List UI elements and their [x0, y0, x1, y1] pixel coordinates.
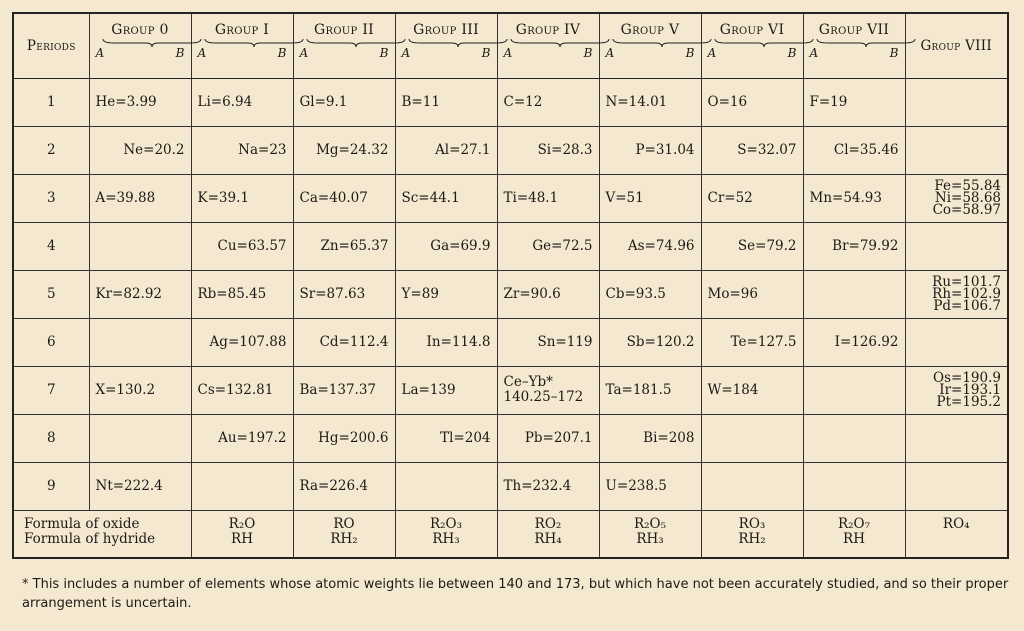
subgroup-a: A — [605, 46, 615, 60]
element-cell — [803, 366, 905, 414]
element-cell: X=130.2 — [89, 366, 191, 414]
element-cell: P=31.04 — [599, 126, 701, 174]
element-cell: Nt=222.4 — [89, 462, 191, 510]
group-header — [395, 13, 497, 78]
period-row — [13, 270, 1008, 318]
element-cell: Tl=204 — [395, 414, 497, 462]
element-cell: Bi=208 — [599, 414, 701, 462]
element-cell: Cr=52 — [701, 174, 803, 222]
formula-cell — [599, 510, 701, 558]
element-cell: Ta=181.5 — [599, 366, 701, 414]
period-row — [13, 318, 1008, 366]
period-number: 6 — [13, 318, 89, 366]
element-cell — [803, 462, 905, 510]
period-number: 4 — [13, 222, 89, 270]
subgroup-a: A — [197, 46, 207, 60]
hydride-formula: RH₃ — [636, 530, 664, 547]
hydride-formula: RH₂ — [738, 530, 766, 547]
subgroup-a: A — [707, 46, 717, 60]
subgroup-b: B — [889, 46, 899, 60]
group-header — [293, 13, 395, 78]
period-row — [13, 462, 1008, 510]
rare-earth-range: 140.25–172 — [503, 389, 584, 405]
formula-cell — [905, 510, 1008, 558]
group-viii-cell — [905, 318, 1008, 366]
formula-cell — [497, 510, 599, 558]
group-header — [599, 13, 701, 78]
element-cell: Cl=35.46 — [803, 126, 905, 174]
element-cell — [89, 414, 191, 462]
triad-element: Rh=102.9 — [932, 286, 1001, 302]
oxide-label: Formula of oxide — [24, 515, 140, 532]
element-cell: Ge=72.5 — [497, 222, 599, 270]
subgroup-b: B — [583, 46, 593, 60]
formula-labels — [13, 510, 191, 558]
element-cell: Sn=119 — [497, 318, 599, 366]
subgroup-b: B — [379, 46, 389, 60]
element-cell: Sb=120.2 — [599, 318, 701, 366]
rare-earth-label: Ce–Yb* — [503, 374, 553, 390]
oxide-formula: R₂O₅ — [633, 515, 667, 532]
element-cell — [803, 414, 905, 462]
period-number: 5 — [13, 270, 89, 318]
formula-cell — [701, 510, 803, 558]
element-cell: Mn=54.93 — [803, 174, 905, 222]
period-number: 3 — [13, 174, 89, 222]
group-name: Group II — [314, 22, 374, 38]
group-viii-cell — [905, 222, 1008, 270]
element-cell: F=19 — [803, 78, 905, 126]
triad-element: Co=58.97 — [932, 202, 1001, 218]
header-row — [13, 13, 1008, 78]
element-cell: K=39.1 — [191, 174, 293, 222]
subgroup-b: B — [277, 46, 287, 60]
element-cell — [803, 270, 905, 318]
group-header — [803, 13, 905, 78]
formula-cell — [803, 510, 905, 558]
element-cell: Zr=90.6 — [497, 270, 599, 318]
formula-row — [13, 510, 1008, 558]
element-cell: Se=79.2 — [701, 222, 803, 270]
element-cell: V=51 — [599, 174, 701, 222]
period-row — [13, 222, 1008, 270]
group-name: Group III — [413, 22, 479, 38]
group-name: Group VI — [719, 22, 785, 38]
group-header — [89, 13, 191, 78]
element-cell: Mo=96 — [701, 270, 803, 318]
element-cell: Ga=69.9 — [395, 222, 497, 270]
triad-element: Pt=195.2 — [936, 394, 1001, 410]
element-cell: Mg=24.32 — [293, 126, 395, 174]
group-header — [497, 13, 599, 78]
formula-cell — [395, 510, 497, 558]
element-cell: La=139 — [395, 366, 497, 414]
element-cell: Li=6.94 — [191, 78, 293, 126]
period-row — [13, 366, 1008, 414]
element-cell — [395, 462, 497, 510]
period-row — [13, 174, 1008, 222]
element-cell: Br=79.92 — [803, 222, 905, 270]
group-viii-header: Group VIII — [905, 13, 1008, 78]
group-viii-cell — [905, 414, 1008, 462]
subgroup-b: B — [481, 46, 491, 60]
oxide-formula: RO₃ — [738, 515, 766, 532]
element-cell — [191, 462, 293, 510]
hydride-formula: RH₄ — [534, 530, 562, 547]
element-cell: Cs=132.81 — [191, 366, 293, 414]
triad-element: Fe=55.84 — [934, 178, 1001, 194]
group-viii-cell — [905, 462, 1008, 510]
period-row — [13, 78, 1008, 126]
element-cell: He=3.99 — [89, 78, 191, 126]
formula-cell — [191, 510, 293, 558]
subgroup-b: B — [787, 46, 797, 60]
element-cell: I=126.92 — [803, 318, 905, 366]
oxide-formula: R₂O₃ — [429, 515, 463, 532]
oxide-formula: R₂O — [228, 515, 256, 532]
element-cell: Na=23 — [191, 126, 293, 174]
oxide-formula: RO₄ — [942, 515, 970, 532]
subgroup-a: A — [299, 46, 309, 60]
element-cell: Y=89 — [395, 270, 497, 318]
element-cell — [701, 462, 803, 510]
period-number: 9 — [13, 462, 89, 510]
period-number: 8 — [13, 414, 89, 462]
triad-element: Ir=193.1 — [939, 382, 1001, 398]
triad-element: Pd=106.7 — [933, 298, 1001, 314]
group-viii-cell — [905, 174, 1008, 222]
triad-element: Os=190.9 — [933, 370, 1001, 386]
element-cell: Zn=65.37 — [293, 222, 395, 270]
footnote: * This includes a number of elements whose atomic weights lie between 140 and 173, but which have not been accurately studied, and so their proper arrangement is uncertain. — [22, 577, 1009, 611]
element-cell: C=12 — [497, 78, 599, 126]
group-viii-cell — [905, 366, 1008, 414]
element-cell: Gl=9.1 — [293, 78, 395, 126]
period-number: 2 — [13, 126, 89, 174]
element-cell — [89, 222, 191, 270]
element-cell: A=39.88 — [89, 174, 191, 222]
element-cell: Ba=137.37 — [293, 366, 395, 414]
element-cell: O=16 — [701, 78, 803, 126]
group-viii-cell — [905, 126, 1008, 174]
periodic-table — [12, 12, 1009, 559]
group-header — [701, 13, 803, 78]
group-header — [191, 13, 293, 78]
hydride-formula: RH₂ — [330, 530, 358, 547]
element-cell: W=184 — [701, 366, 803, 414]
element-cell: Ne=20.2 — [89, 126, 191, 174]
element-cell: As=74.96 — [599, 222, 701, 270]
element-cell: Sr=87.63 — [293, 270, 395, 318]
oxide-formula: RO — [333, 515, 355, 532]
element-cell — [701, 414, 803, 462]
element-cell: U=238.5 — [599, 462, 701, 510]
element-cell: Ti=48.1 — [497, 174, 599, 222]
element-cell: Th=232.4 — [497, 462, 599, 510]
element-cell: Sc=44.1 — [395, 174, 497, 222]
group-name: Group 0 — [111, 22, 169, 38]
element-cell: N=14.01 — [599, 78, 701, 126]
element-cell — [497, 366, 599, 414]
element-cell: Ra=226.4 — [293, 462, 395, 510]
hydride-formula: RH — [843, 530, 865, 547]
element-cell: Te=127.5 — [701, 318, 803, 366]
group-name: Group I — [214, 22, 270, 38]
element-cell: Ca=40.07 — [293, 174, 395, 222]
element-cell: In=114.8 — [395, 318, 497, 366]
group-viii-cell — [905, 270, 1008, 318]
subgroup-b: B — [175, 46, 185, 60]
group-name: Group V — [620, 22, 680, 38]
hydride-formula: RH₃ — [432, 530, 460, 547]
element-cell: Kr=82.92 — [89, 270, 191, 318]
subgroup-a: A — [95, 46, 105, 60]
element-cell: Pb=207.1 — [497, 414, 599, 462]
element-cell — [89, 318, 191, 366]
element-cell: Cd=112.4 — [293, 318, 395, 366]
subgroup-a: A — [401, 46, 411, 60]
triad-element: Ni=58.68 — [934, 190, 1001, 206]
periods-header: Periods — [13, 13, 89, 78]
element-cell: Ag=107.88 — [191, 318, 293, 366]
element-cell: Au=197.2 — [191, 414, 293, 462]
group-viii-cell — [905, 78, 1008, 126]
subgroup-a: A — [503, 46, 513, 60]
element-cell: Al=27.1 — [395, 126, 497, 174]
element-cell: Rb=85.45 — [191, 270, 293, 318]
period-number: 7 — [13, 366, 89, 414]
formula-cell — [293, 510, 395, 558]
element-cell: Si=28.3 — [497, 126, 599, 174]
hydride-formula: RH — [231, 530, 253, 547]
element-cell: B=11 — [395, 78, 497, 126]
element-cell: Hg=200.6 — [293, 414, 395, 462]
oxide-formula: RO₂ — [534, 515, 562, 532]
period-row — [13, 126, 1008, 174]
oxide-formula: R₂O₇ — [837, 515, 871, 532]
hydride-label: Formula of hydride — [24, 530, 156, 547]
group-name: Group IV — [515, 22, 581, 38]
triad-element: Ru=101.7 — [932, 274, 1001, 290]
element-cell: Cu=63.57 — [191, 222, 293, 270]
subgroup-b: B — [685, 46, 695, 60]
period-number: 1 — [13, 78, 89, 126]
group-name: Group VII — [818, 22, 890, 38]
element-cell: Cb=93.5 — [599, 270, 701, 318]
element-cell: S=32.07 — [701, 126, 803, 174]
subgroup-a: A — [809, 46, 819, 60]
period-row — [13, 414, 1008, 462]
